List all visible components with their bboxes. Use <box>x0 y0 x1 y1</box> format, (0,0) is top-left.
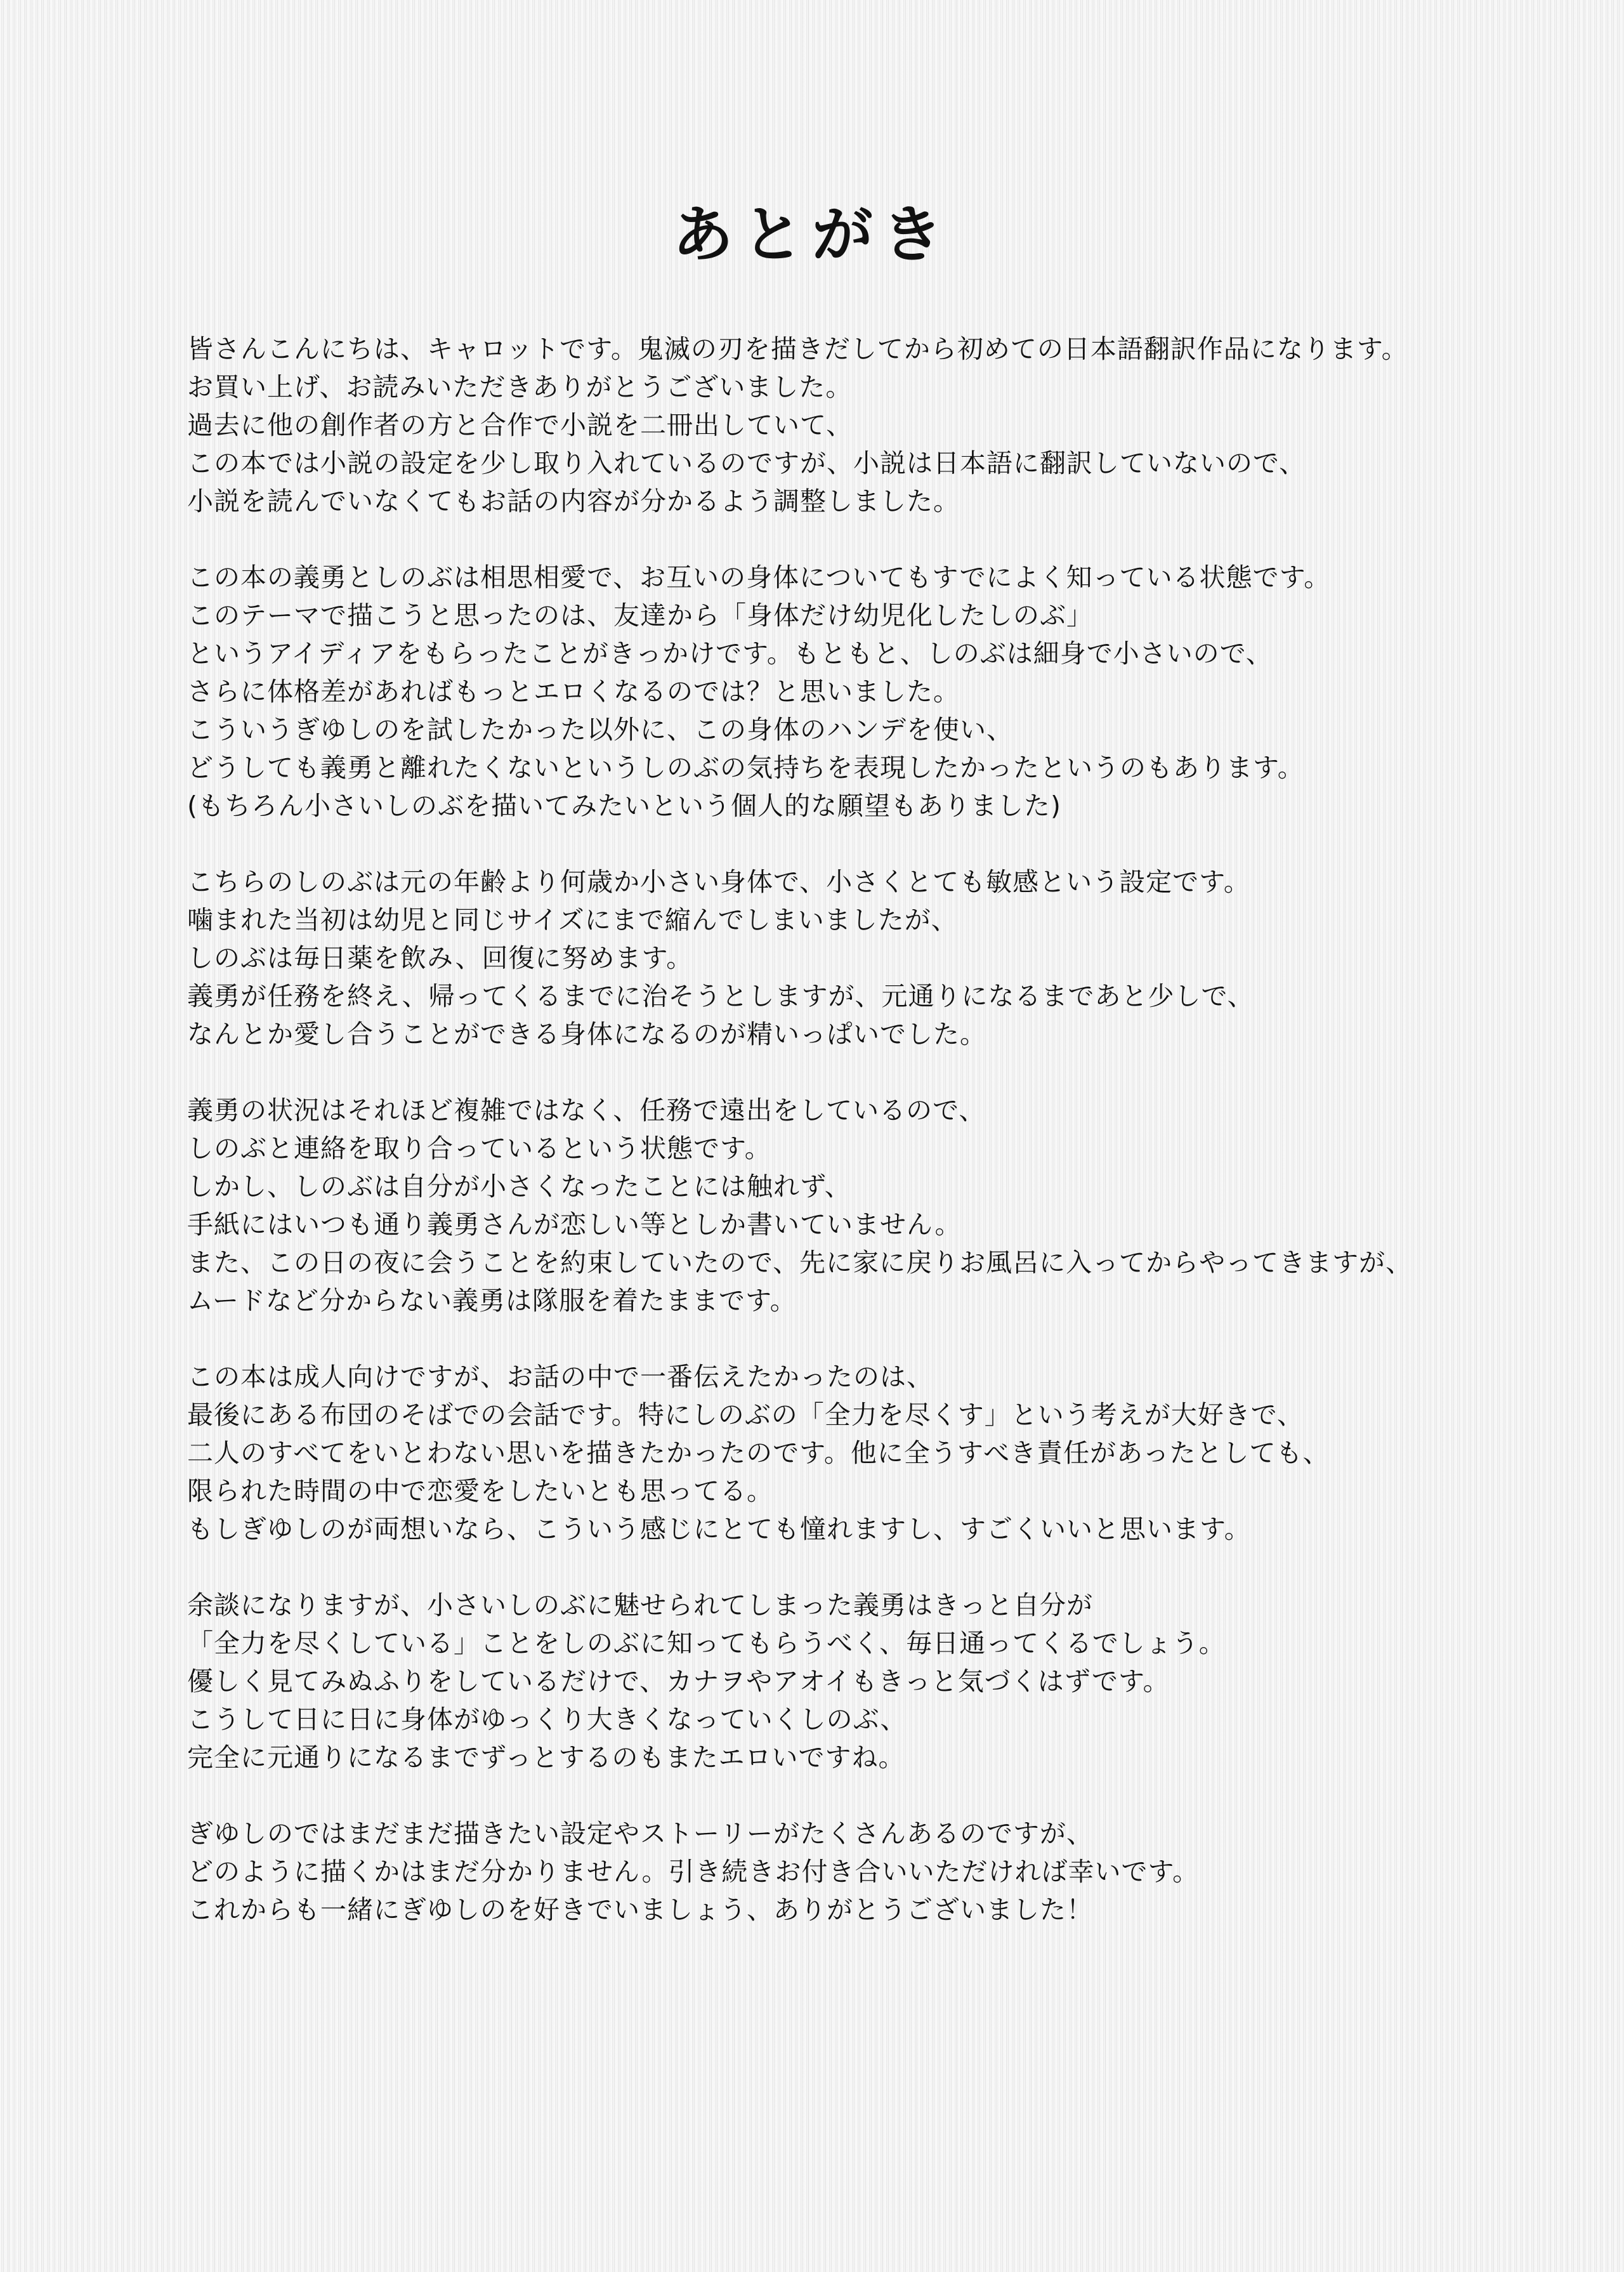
text-line: 皆さんこんにちは、キャロットです。鬼滅の刃を描きだしてから初めての日本語翻訳作品になります。 <box>187 334 1408 364</box>
text-line: このテーマで描こうと思ったのは、友達から「身体だけ幼児化したしのぶ」 <box>187 600 1093 631</box>
text-line: さらに体格差があればもっとエロくなるのでは？と思いました。 <box>187 676 960 707</box>
text-line: これからも一緒にぎゆしのを好きでいましょう、ありがとうございました！ <box>187 1894 1093 1925</box>
text-line: 余談になりますが、小さいしのぶに魅せられてしまった義勇はきっと自分が <box>187 1590 1093 1620</box>
text-line: 二人のすべてをいとわない思いを描きたかったのです。他に全うすべき責任があったとしても、 <box>187 1438 1330 1468</box>
paragraph <box>187 863 1602 1053</box>
text-line: 限られた時間の中で恋愛をしたいとも思ってる。 <box>187 1476 773 1506</box>
text-line: 小説を読んでいなくてもお話の内容が分かるよう調整しました。 <box>187 486 960 516</box>
text-line: この本では小説の設定を少し取り入れているのですが、小説は日本語に翻訳していないので、 <box>187 448 1306 478</box>
text-line: 義勇の状況はそれほど複雑ではなく、任務で遠出をしているので、 <box>187 1095 986 1126</box>
text-line: 最後にある布団のそばでの会話です。特にしのぶの「全力を尽くす」という考えが大好きで、 <box>187 1400 1304 1430</box>
text-line: もしぎゆしのが両想いなら、こういう感じにとても憧れますし、すごくいいと思います。 <box>187 1514 1251 1544</box>
text-line: どのように描くかはまだ分かりません。引き続きお付き合いいただければ幸いです。 <box>187 1856 1200 1887</box>
text-line: 優しく見てみぬふりをしているだけで、カナヲやアオイもきっと気づくはずです。 <box>187 1666 1170 1697</box>
paragraph <box>187 1358 1602 1548</box>
text-line: 「全力を尽くしている」ことをしのぶに知ってもらうべく、毎日通ってくるでしょう。 <box>187 1628 1226 1658</box>
text-line: ムードなど分からない義勇は隊服を着たままです。 <box>187 1285 797 1316</box>
text-line: 義勇が任務を終え、帰ってくるまでに治そうとしますが、元通りになるまであと少しで、 <box>187 981 1254 1011</box>
paragraph <box>187 1091 1602 1320</box>
text-line: しかし、しのぶは自分が小さくなったことには触れず、 <box>187 1171 851 1202</box>
text-line: 完全に元通りになるまでずっとするのもまたエロいですね。 <box>187 1742 905 1773</box>
text-line: この本は成人向けですが、お話の中で一番伝えたかったのは、 <box>187 1362 933 1392</box>
paragraph <box>187 1815 1602 1929</box>
paragraph <box>187 1586 1602 1776</box>
page-title: あとがき <box>672 199 952 270</box>
text-line: こうして日に日に身体がゆっくり大きくなっていくしのぶ、 <box>187 1704 907 1735</box>
text-line: しのぶは毎日薬を飲み、回復に努めます。 <box>187 943 693 973</box>
text-line: 過去に他の創作者の方と合作で小説を二冊出していて、 <box>187 410 853 440</box>
text-line: ぎゆしのではまだまだ描きたい設定やストーリーがたくさんあるのですが、 <box>187 1818 1093 1849</box>
text-line: 噛まれた当初は幼児と同じサイズにまで縮んでしまいましたが、 <box>187 905 958 935</box>
text-line: また、この日の夜に会うことを約束していたので、先に家に戻りお風呂に入ってからやってきますが、 <box>187 1247 1413 1278</box>
text-line: こういうぎゆしのを試したかった以外に、この身体のハンデを使い、 <box>187 714 1013 745</box>
text-line: どうしても義勇と離れたくないというしのぶの気持ちを表現したかったというのもあります。 <box>187 752 1304 783</box>
afterword-body <box>187 330 1602 1967</box>
text-line: 手紙にはいつも通り義勇さんが恋しい等としか書いていません。 <box>187 1209 962 1240</box>
paragraph <box>187 558 1602 825</box>
text-line: しのぶと連絡を取り合っているという状態です。 <box>187 1133 771 1164</box>
text-line: こちらのしのぶは元の年齢より何歳か小さい身体で、小さくとても敏感という設定です。 <box>187 867 1250 897</box>
paragraph <box>187 330 1602 520</box>
text-line: お買い上げ、お読みいただきありがとうございました。 <box>187 372 853 402</box>
text-line: なんとか愛し合うことができる身体になるのが精いっぱいでした。 <box>187 1019 986 1049</box>
text-line: この本の義勇としのぶは相思相愛で、お互いの身体についてもすでによく知っている状態です。 <box>187 562 1331 593</box>
text-line: というアイディアをもらったことがきっかけです。もともと、しのぶは細身で小さいので、 <box>187 638 1273 669</box>
text-line: (もちろん小さいしのぶを描いてみたいという個人的な願望もありました) <box>187 791 1061 821</box>
